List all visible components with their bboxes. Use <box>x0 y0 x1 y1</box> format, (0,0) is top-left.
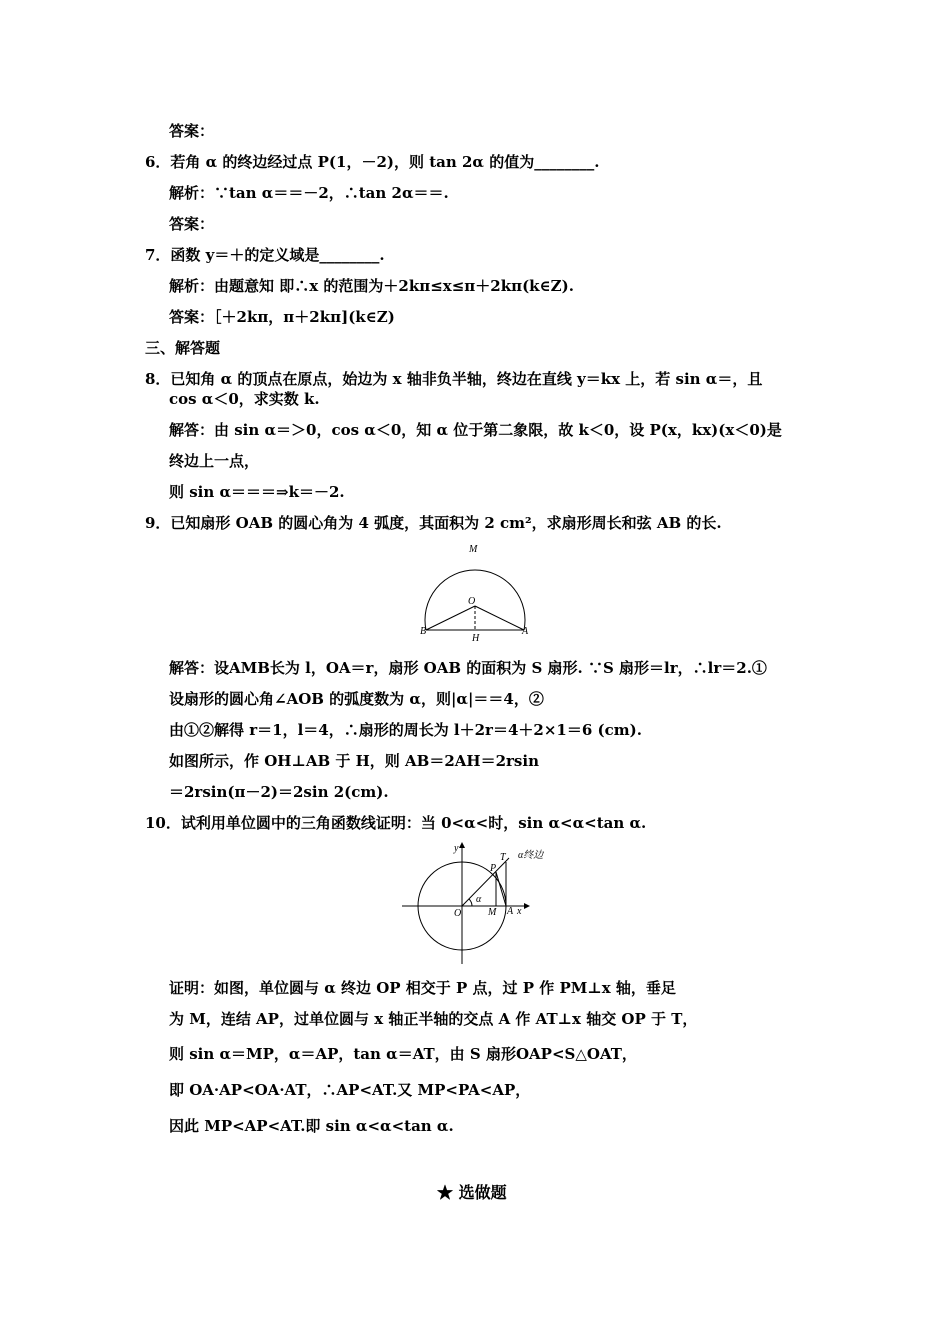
solution-6: 解析：∵tan α＝＝－2，∴tan 2α＝＝. <box>169 184 449 202</box>
answer-7: 答案：［＋2kπ，π＋2kπ](k∈Z) <box>169 308 395 326</box>
solution-7: 解析：由题意知 即∴x 的范围为＋2kπ≤x≤π＋2kπ(k∈Z). <box>169 277 574 295</box>
optional-section-heading: ★ 选做题 <box>437 1183 507 1202</box>
label-M: M <box>469 544 478 555</box>
solution-9-line5: ＝2rsin(π－2)＝2sin 2(cm). <box>169 783 389 801</box>
solution-8-line2: 终边上一点， <box>169 452 260 470</box>
section-heading: 三、解答题 <box>145 339 221 357</box>
label-terminal-side: α终边 <box>518 850 544 861</box>
solution-9-line2: 设扇形的圆心角∠AOB 的弧度数为 α，则|α|＝＝4，② <box>169 690 544 708</box>
label-O: O <box>468 596 476 607</box>
label-y: y <box>454 843 459 854</box>
sector-figure <box>412 538 542 646</box>
label-B: B <box>420 626 427 637</box>
solution-9-line1: 解答：设AMB长为 l，OA＝r，扇形 OAB 的面积为 S 扇形. ∵S 扇形＝lr，∴lr＝2.① <box>169 659 767 677</box>
label-H: H <box>472 633 480 644</box>
proof-10-line1: 证明：如图，单位圆与 α 终边 OP 相交于 P 点，过 P 作 PM⊥x 轴，垂足 <box>169 979 676 997</box>
problem-6: 6．若角 α 的终边经过点 P(1，－2)，则 tan 2α 的值为________. <box>145 153 600 171</box>
solution-8-line3: 则 sin α＝＝＝⇒k＝－2. <box>169 483 345 501</box>
solution-8-line1: 解答：由 sin α＝＞0，cos α＜0，知 α 位于第二象限，故 k＜0，设 P(x，kx)(x＜0)是 <box>169 421 782 439</box>
proof-10-line2: 为 M，连结 AP，过单位圆与 x 轴正半轴的交点 A 作 AT⊥x 轴交 OP 于 T， <box>169 1010 698 1028</box>
problem-8-line1: 8．已知角 α 的顶点在原点，始边为 x 轴非负半轴，终边在直线 y＝kx 上，若 sin α＝，且 <box>145 370 763 388</box>
answer-label-5: 答案： <box>169 122 215 140</box>
proof-10-line4: 即 OA·AP<OA·AT，∴AP<AT.又 MP<PA<AP， <box>169 1081 531 1099</box>
label-P: P <box>490 863 497 874</box>
label-x: x <box>517 906 522 917</box>
label-O2: O <box>454 908 462 919</box>
proof-10-line5: 因此 MP<AP<AT.即 sin α<α<tan α. <box>169 1117 454 1135</box>
label-T: T <box>500 852 506 863</box>
label-M2: M <box>488 907 497 918</box>
problem-9: 9．已知扇形 OAB 的圆心角为 4 弧度，其面积为 2 cm²，求扇形周长和弦 AB 的长. <box>145 514 722 532</box>
unit-circle-figure <box>400 838 560 968</box>
problem-8-line2: cos α＜0，求实数 k. <box>169 390 320 408</box>
problem-7: 7．函数 y＝＋的定义域是________. <box>145 246 385 264</box>
proof-10-line3: 则 sin α＝MP，α＝AP，tan α＝AT，由 S 扇形OAP<S△OAT， <box>169 1045 637 1063</box>
label-A2: A <box>507 906 514 917</box>
label-alpha: α <box>476 894 482 905</box>
answer-label-6: 答案： <box>169 215 215 233</box>
problem-10: 10．试利用单位圆中的三角函数线证明：当 0<α<时，sin α<α<tan α. <box>145 814 647 832</box>
solution-9-line4: 如图所示，作 OH⊥AB 于 H，则 AB＝2AH＝2rsin <box>169 752 539 770</box>
label-A: A <box>522 626 529 637</box>
solution-9-line3: 由①②解得 r＝1，l＝4，∴扇形的周长为 l＋2r＝4＋2×1＝6 (cm). <box>169 721 642 739</box>
